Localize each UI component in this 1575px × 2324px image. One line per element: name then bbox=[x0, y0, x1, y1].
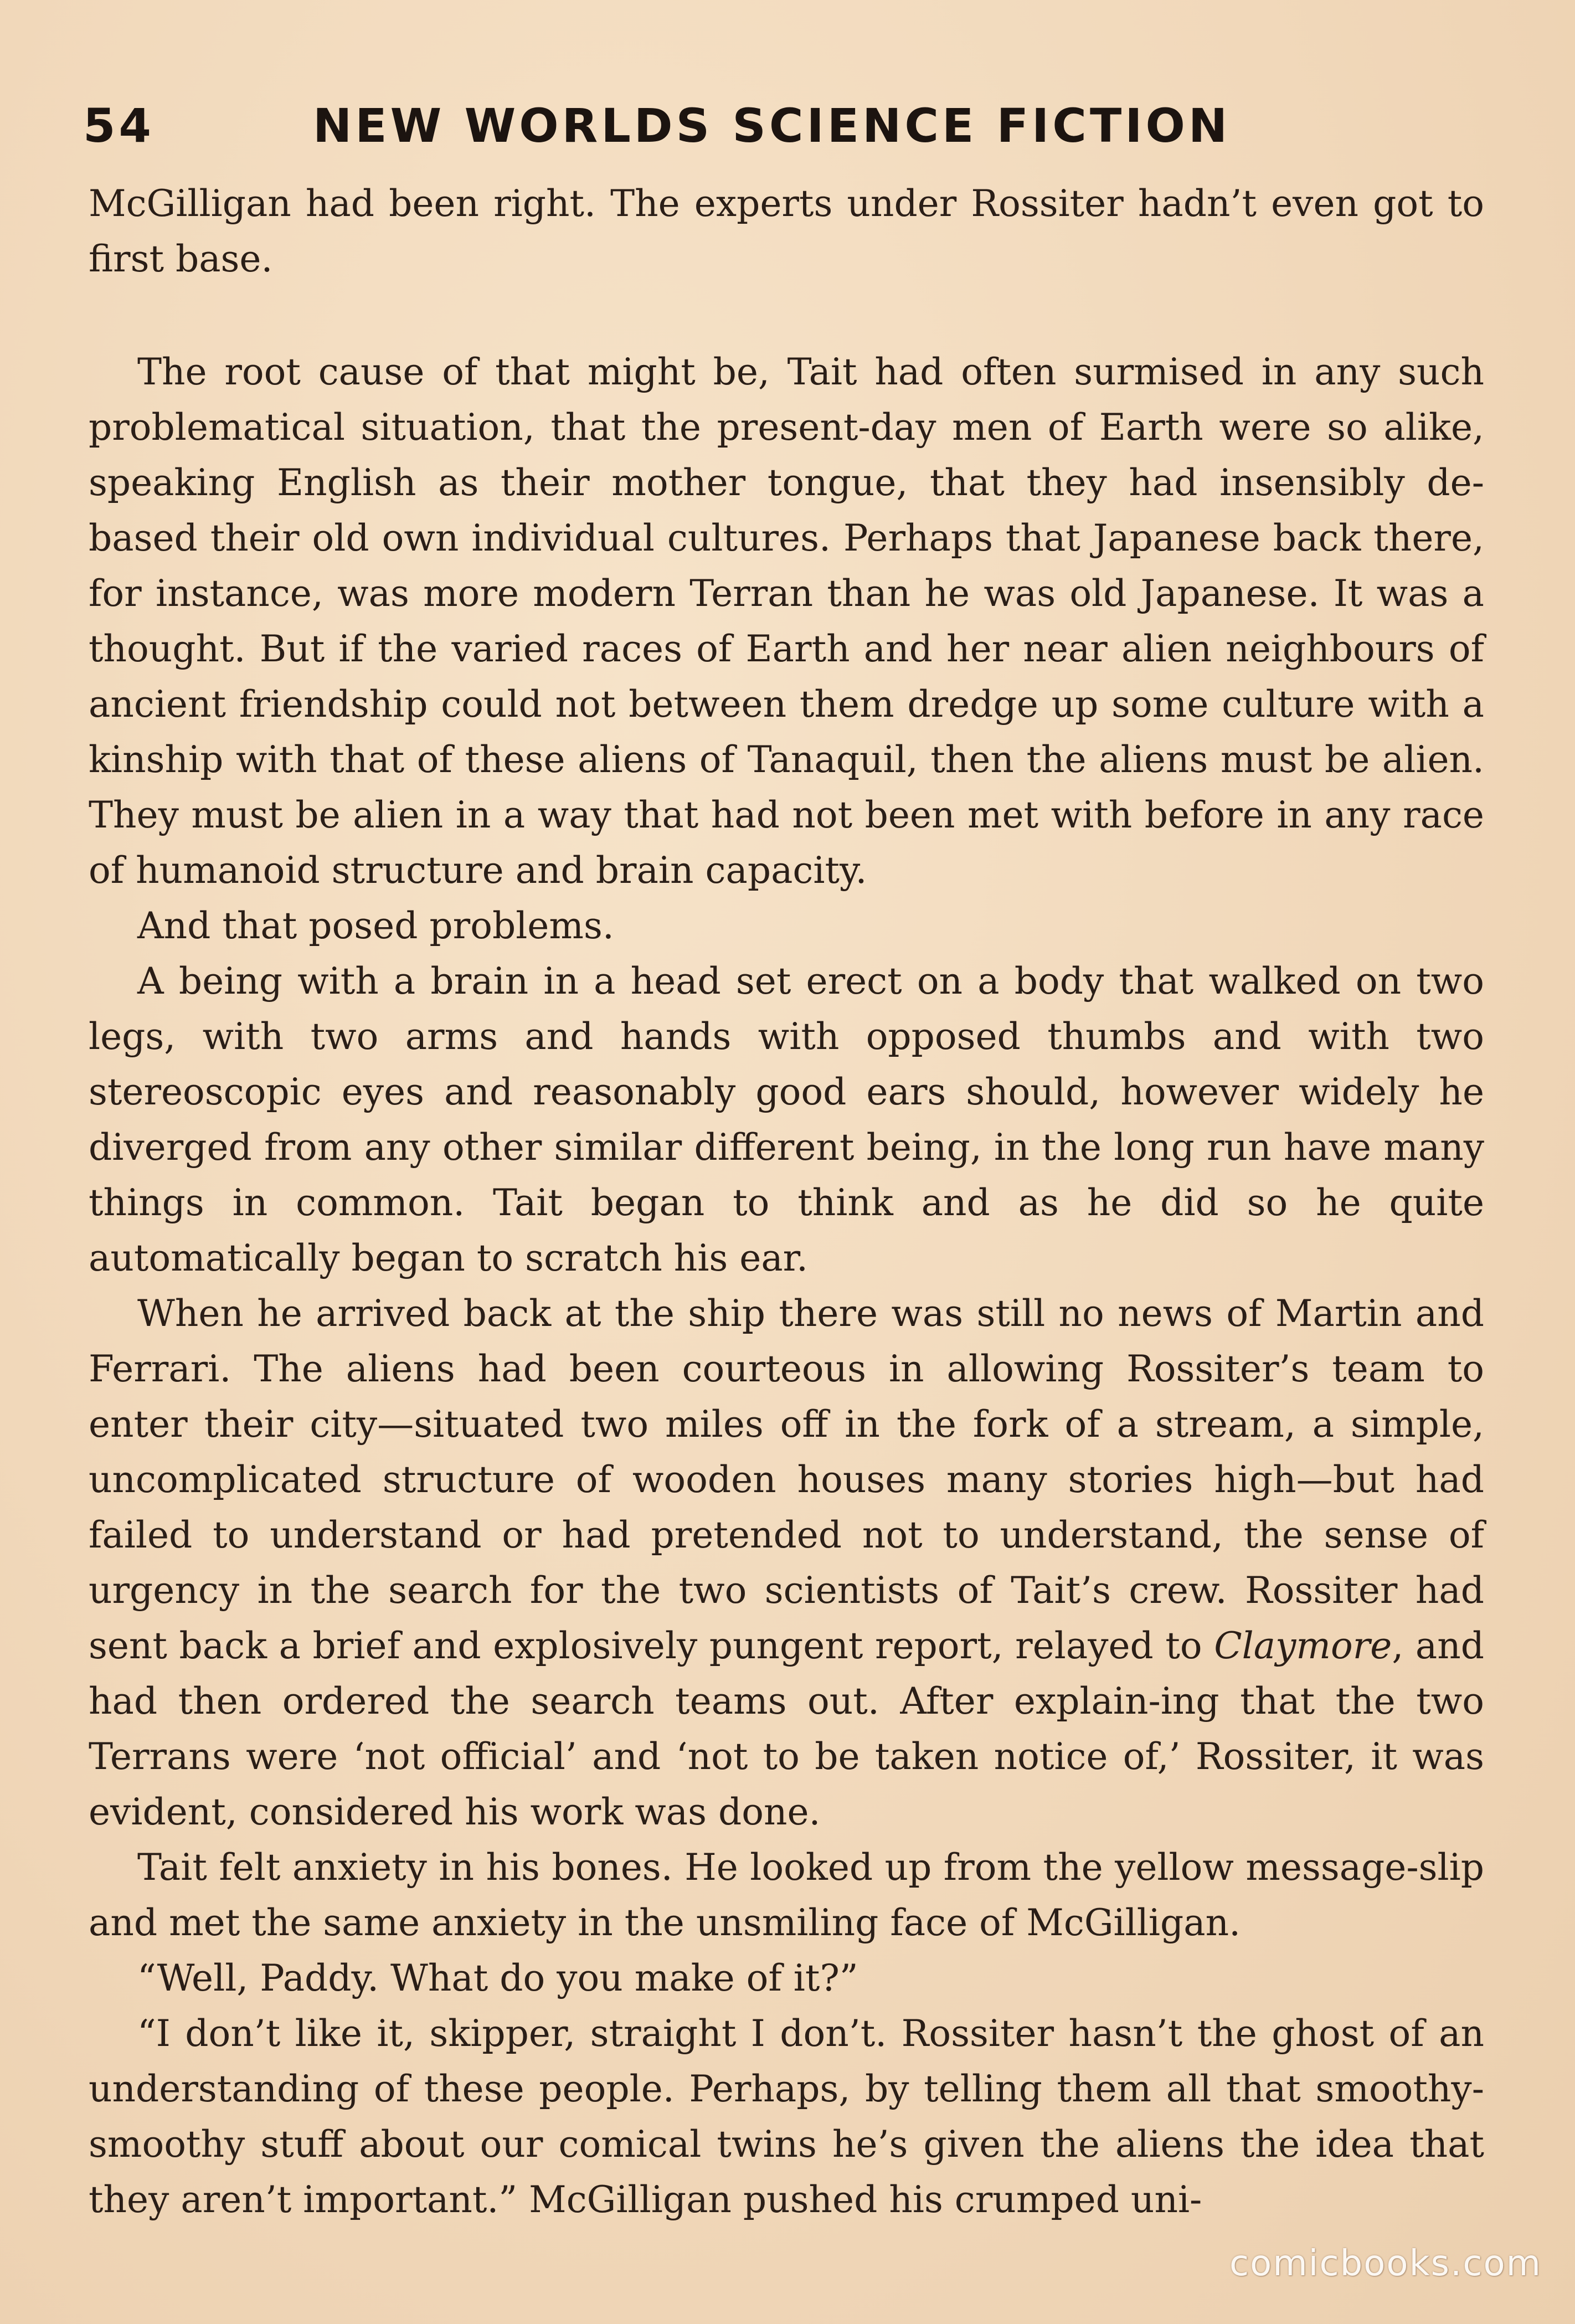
paragraph: Tait felt anxiety in his bones. He looked up from the yellow message-slip and met the same anxiety in the unsmiling face of McGilligan. bbox=[89, 1846, 1484, 1944]
paragraph: The root cause of that might be, Tait had often surmised in any such problematical situation, that the present-day men of Earth were so alike, speaking English as their mother tongue, that they had insensibly de-based their old own individual cultures. Perhaps that Japanese back there, for instance, was more modern Terran than he was old Japanese. It was a thought. But if the varied races of Earth and her near alien neighbours of ancient friendship could not between them dredge up some culture with a kinship with that of these aliens of Tanaquil, then the aliens must be alien. They must be alien in a way that had not been met with before in any race of humanoid structure and brain capacity. bbox=[89, 351, 1484, 892]
paragraph: When he arrived back at the ship there was still no news of Martin and Ferrari. The aliens had been courteous in allowing Rossiter’s team to enter their city—situated two miles off in the fork of a stream, a simple, uncomplicated structure of wooden houses many stories high—but had failed to understand or had pretended not to understand, the sense of urgency in the search for the two scientists of Tait’s crew. Rossiter had sent back a brief and explosively pungent report, relayed to Claymore, and had then ordered the search teams out. After explain-ing that the two Terrans were ‘not official’ and ‘not to be taken notice of,’ Rossiter, it was evident, considered his work was done. bbox=[89, 1292, 1484, 1833]
running-head: NEW WORLDS SCIENCE FICTION bbox=[313, 99, 1231, 153]
paragraph: And that posed problems. bbox=[137, 904, 614, 947]
watermark: comicbooks.com bbox=[1229, 2243, 1542, 2284]
paragraph: “I don’t like it, skipper, straight I don’t. Rossiter hasn’t the ghost of an understanding of these people. Perhaps, by telling them all that smoothy-smoothy stuff about our comical twins he’s given the aliens the idea that they aren’t important.” McGilligan pushed his crumped uni- bbox=[89, 2012, 1484, 2221]
paragraph: McGilligan had been right. The experts under Rossiter hadn’t even got to first base. bbox=[89, 182, 1484, 280]
paragraph: A being with a brain in a head set erect on a body that walked on two legs, with two arms and hands with opposed thumbs and with two stereoscopic eyes and reasonably good ears should, however widely he diverged from any other similar different being, in the long run have many things in common. Tait began to think and as he did so he quite automatically began to scratch his ear. bbox=[89, 960, 1484, 1279]
page-number: 54 bbox=[83, 99, 155, 153]
paragraph: “Well, Paddy. What do you make of it?” bbox=[137, 1957, 858, 1999]
body-text bbox=[89, 176, 1484, 2228]
ship-name: Claymore bbox=[1214, 1624, 1392, 1667]
page-header bbox=[83, 99, 1501, 165]
